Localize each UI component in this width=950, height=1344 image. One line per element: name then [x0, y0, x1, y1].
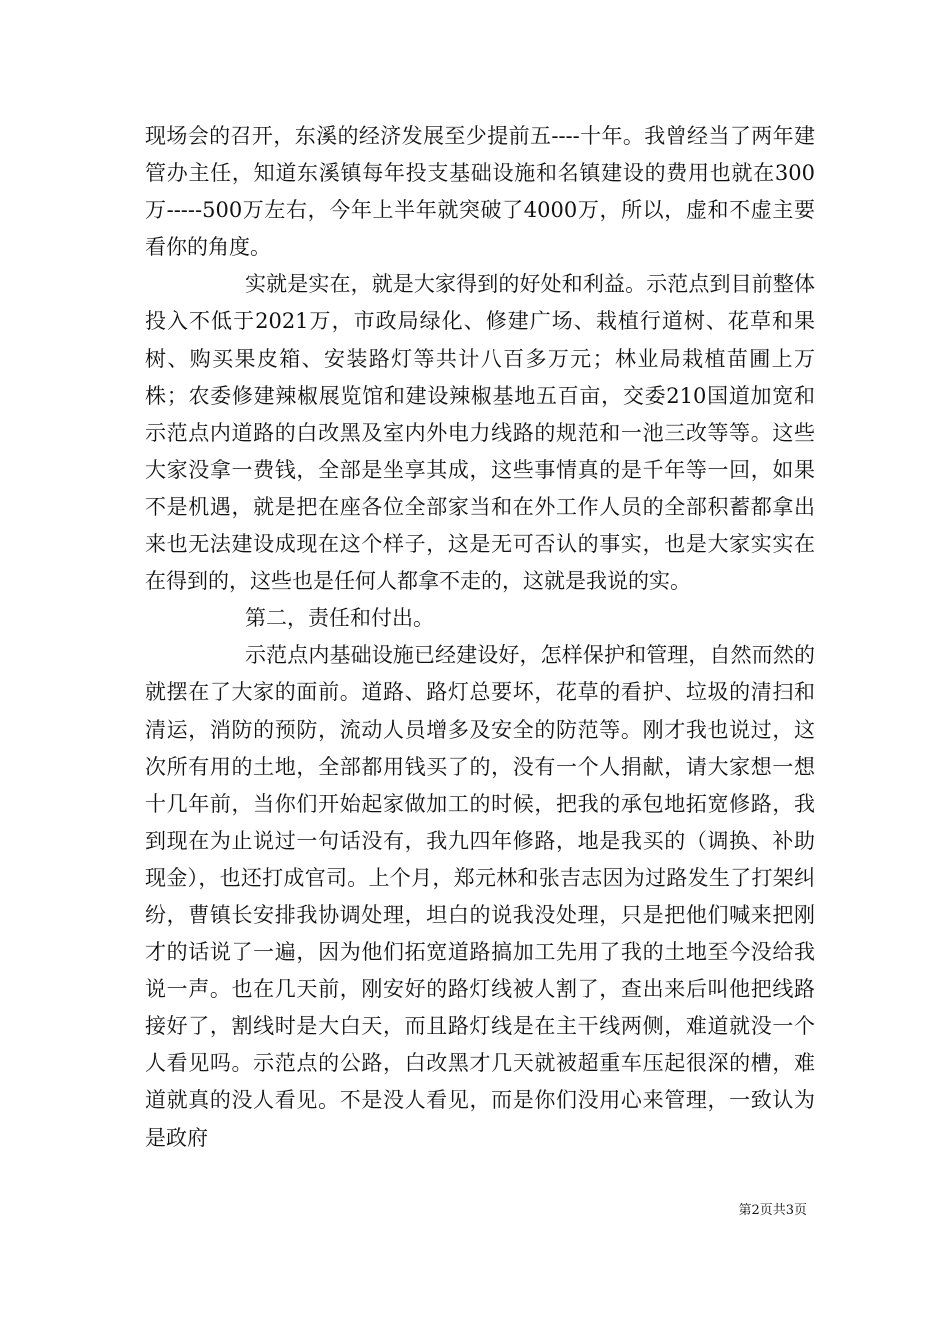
section-heading: 第二，责任和付出。 [245, 606, 434, 631]
page-number: 第2页共3页 [738, 1203, 807, 1218]
paragraph-2: 实就是实在，就是大家得到的好处和利益。示范点到目前整体投入不低于2021万，市政局绿化、修建广场、栽植行道树、花草和果树、购买果皮箱、安装路灯等共计八百多万元；林业局栽植苗圃上万株；农委修建辣椒展览馆和建设辣椒基地五百亩，交委210国道加宽和示范点内道路的白改黑及室内外电力线路的规范和一池三改等等。这些大家没拿一费钱，全部是坐享其成，这些事情真的是千年等一回，如果不是机遇，就是把在座各位全部家当和在外工作人员的全部积蓄都拿出来也无法建设成现在这个样子，这是无可否认的事实，也是大家实实在在得到的，这些也是任何人都拿不走的，这就是我说的实。 [145, 272, 815, 594]
page-footer [0, 1203, 950, 1219]
document-body [145, 118, 815, 1157]
paragraph-3: 示范点内基础设施已经建设好，怎样保护和管理，自然而然的就摆在了大家的面前。道路、路灯总要坏，花草的看护、垃圾的清扫和清运，消防的预防，流动人员增多及安全的防范等。刚才我也说过，这次所有用的土地，全部都用钱买了的，没有一个人捐献，请大家想一想十几年前，当你们开始起家做加工的时候，把我的承包地拓宽修路，我到现在为止说过一句话没有，我九四年修路，地是我买的（调换、补助现金），也还打成官司。上个月，郑元林和张吉志因为过路发生了打架纠纷，曹镇长安排我协调处理，坦白的说我没处理，只是把他们喊来把刚才的话说了一遍，因为他们拓宽道路搞加工先用了我的土地至今没给我说一声。也在几天前，刚安好的路灯线被人割了，查出来后叫他把线路接好了，割线时是大白天，而且路灯线是在主干线两侧，难道就没一个人看见吗。示范点的公路，白改黑才几天就被超重车压起很深的槽，难道就真的没人看见。不是没人看见，而是你们没用心来管理，一致认为是政府 [145, 643, 815, 1150]
paragraph-1: 现场会的召开，东溪的经济发展至少提前五----十年。我曾经当了两年建管办主任，知道东溪镇每年投支基础设施和名镇建设的费用也就在300万-----500万左右，今年上半年就突破了4000万，所以，虚和不虚主要看你的角度。 [145, 124, 815, 260]
